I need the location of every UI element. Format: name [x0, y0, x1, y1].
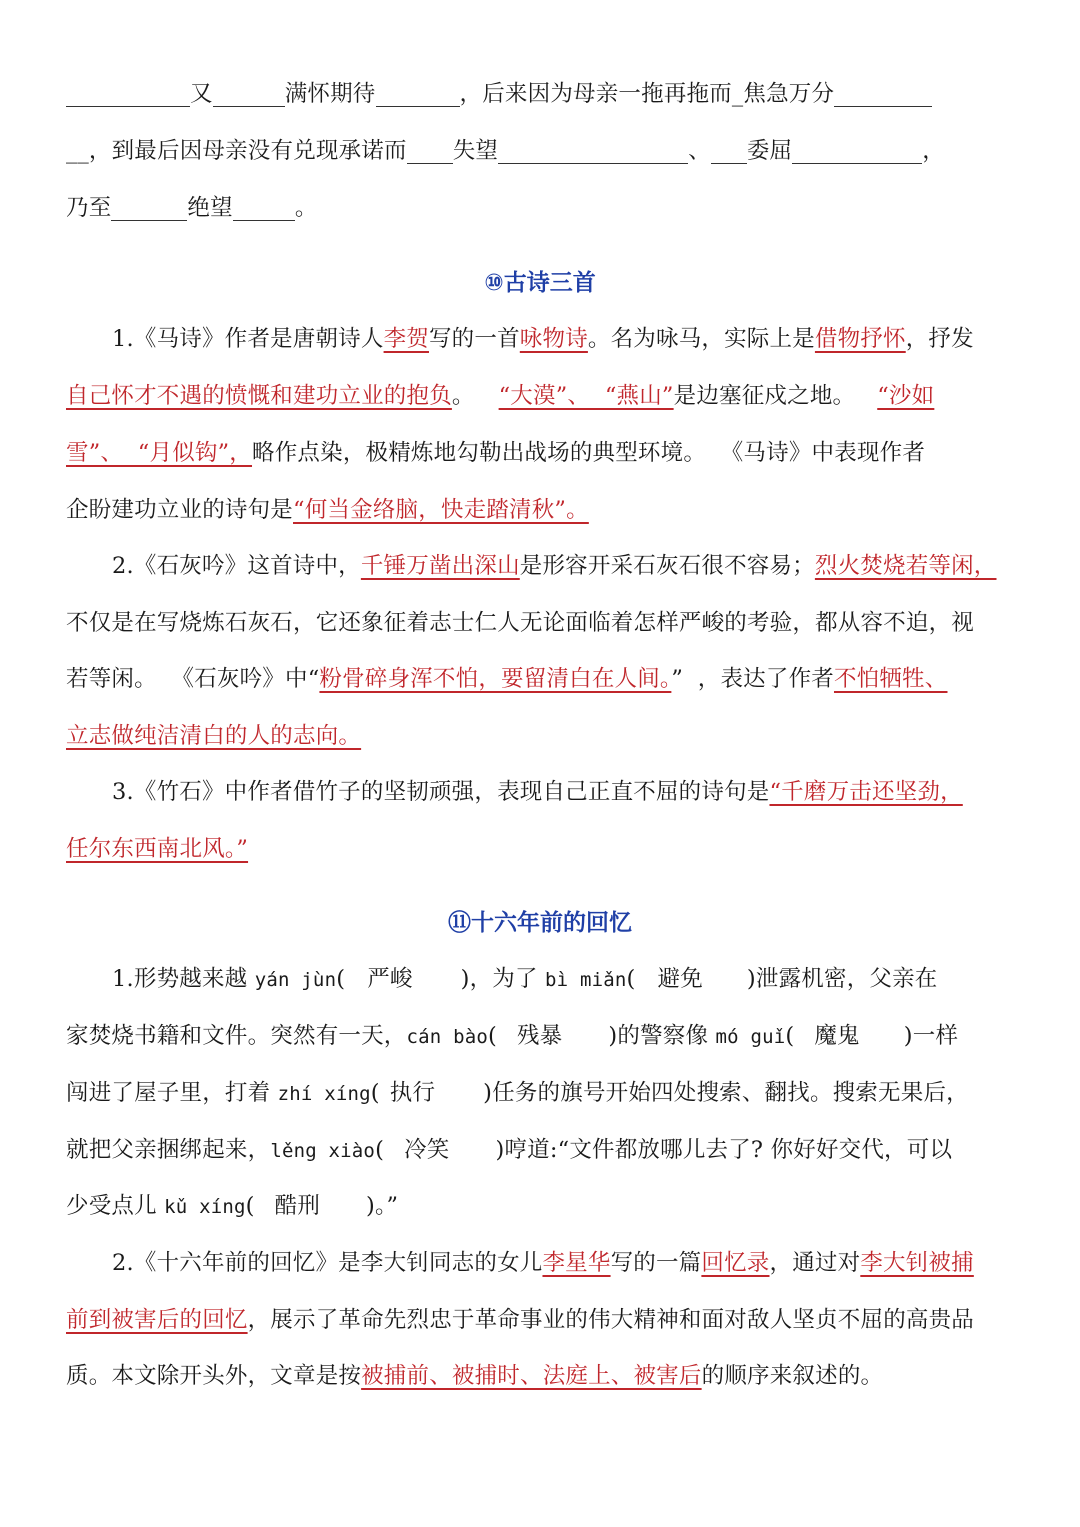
text: ( [370, 1080, 380, 1106]
text: 略作点染，极精炼地勾勒出战场的典型环境。 《马诗》中表现作者 [252, 440, 926, 466]
text: ( [336, 966, 346, 992]
answer-text: 被捕前、被捕时、法庭上、被害后 [361, 1363, 702, 1389]
text-line [66, 490, 1014, 530]
text: )一样 [903, 1023, 959, 1049]
text-line [66, 188, 1014, 228]
text-line [66, 659, 1014, 699]
blank-line [792, 137, 922, 164]
pinyin: cán bào [406, 1026, 488, 1048]
answer-text: 借物抒怀 [814, 326, 906, 352]
answer-text: 李贺 [383, 326, 429, 352]
answer-text: 执行 [389, 1080, 436, 1106]
text: )，为了 [460, 966, 546, 992]
text: ( [785, 1023, 795, 1049]
text-line [66, 376, 1014, 416]
text: ( [245, 1193, 255, 1219]
blank-line [407, 137, 453, 164]
text: 的顺序来叙述的。 [701, 1363, 884, 1389]
pinyin: bì miǎn [545, 969, 627, 991]
text: )任务的旗号开始四处搜索、翻找。搜索无果后， [483, 1080, 969, 1106]
blank-line [111, 194, 187, 221]
answer-text: 千锤万凿出深山 [360, 553, 520, 579]
answer-text: “何当金络脑，快走踏清秋”。 [293, 497, 589, 523]
text: 委屈 [746, 138, 793, 164]
text: 质。本文除开头外，文章是按 [66, 1363, 362, 1389]
section-title: ⑩古诗三首 [484, 270, 596, 296]
text: )的警察像 [608, 1023, 716, 1049]
text: 。 [294, 195, 318, 221]
text: __，到最后因母亲没有兑现承诺而 [66, 138, 407, 164]
answer-text: 咏物诗 [519, 326, 588, 352]
text: 失望 [452, 138, 499, 164]
text-line [66, 959, 1014, 999]
blank-line [376, 80, 460, 107]
text-line [66, 829, 1014, 869]
answer-text: 残暴 [516, 1023, 563, 1049]
text-line [66, 74, 1014, 114]
text-line [66, 1356, 1014, 1396]
text-line [66, 772, 1014, 812]
text-line [66, 716, 1014, 756]
answer-text: 冷笑 [404, 1137, 450, 1163]
text: )哼道:“文件都放哪儿去了? 你好好交代，可以 [495, 1137, 953, 1163]
text: 满怀期待 [284, 81, 376, 107]
text: ( [626, 966, 636, 992]
text-line [66, 603, 1014, 643]
text: 不仅是在写烧炼石灰石，它还象征着志士仁人无论面临着怎样严峻的考验，都从容不迫，视 [66, 610, 975, 636]
answer-text: 魔鬼 [814, 1023, 860, 1049]
text: 企盼建功立业的诗句是 [66, 497, 294, 523]
answer-text: 烈火焚烧若等闲， [814, 553, 997, 579]
text-line [66, 1016, 1014, 1056]
text-line [66, 1073, 1014, 1113]
text: ( [375, 1137, 385, 1163]
text: ，抒发 [905, 326, 974, 352]
pinyin: lěng xiào [270, 1140, 376, 1162]
text-line [66, 546, 1014, 586]
blank-line [66, 80, 190, 107]
answer-text: 不怕牺牲、 [833, 666, 948, 692]
text: 写的一篇 [610, 1250, 702, 1276]
blank-line [233, 194, 295, 221]
answer-text: “沙如 [877, 383, 935, 409]
pinyin: mó guǐ [715, 1026, 786, 1048]
text: 3.《竹石》中作者借竹子的坚韧顽强，表现自己正直不屈的诗句是 [112, 779, 770, 805]
answer-text: 立志做纯洁清白的人的志向。 [66, 723, 362, 749]
text: 就把父亲捆绑起来， [66, 1137, 271, 1163]
text: 若等闲。 《石灰吟》中“ [66, 666, 320, 692]
text: 1.《马诗》作者是唐朝诗人 [112, 326, 384, 352]
text-line [66, 1130, 1014, 1170]
answer-text: 严峻 [367, 966, 413, 992]
answer-text: 雪”、 “月似钩”， [66, 440, 253, 466]
text: 2.《十六年前的回忆》是李大钊同志的女儿 [112, 1250, 543, 1276]
text: 写的一首 [428, 326, 520, 352]
text-line [66, 1186, 1014, 1226]
text: )泄露机密，父亲在 [746, 966, 938, 992]
text-line [66, 1243, 1014, 1283]
text-line [66, 131, 1014, 171]
text: 少受点儿 [66, 1193, 165, 1219]
answer-text: 粉骨碎身浑不怕，要留清白在人间。 [319, 666, 672, 692]
text: 、 [688, 138, 711, 164]
section-title: ⑪十六年前的回忆 [448, 910, 632, 936]
text: 又 [190, 81, 213, 107]
text: ，展示了革命先烈忠于革命事业的伟大精神和面对敌人坚贞不屈的高贵品 [247, 1307, 975, 1333]
text: 1.形势越来越 [112, 966, 255, 992]
text: 家焚烧书籍和文件。突然有一天， [66, 1023, 407, 1049]
answer-text: “千磨万击还坚劲， [769, 779, 963, 805]
pinyin: kǔ xíng [164, 1196, 246, 1218]
answer-text: 酷刑 [274, 1193, 321, 1219]
text-line [66, 319, 1014, 359]
blank-line [498, 137, 688, 164]
text: 。 [451, 383, 475, 409]
answer-text: 前到被害后的回忆 [66, 1307, 248, 1333]
blank-line [711, 137, 747, 164]
text-line [66, 433, 1014, 473]
blank-line [834, 80, 932, 107]
answer-text: 回忆录 [701, 1250, 770, 1276]
text: 乃至 [66, 195, 112, 221]
pinyin: yán jùn [254, 969, 337, 991]
pinyin: zhí xíng [277, 1083, 371, 1105]
answer-text: 任尔东西南北风。” [66, 836, 249, 862]
text: ， [922, 138, 945, 164]
text: 绝望 [187, 195, 233, 221]
answer-text: 避免 [657, 966, 703, 992]
answer-text: 李大钊被捕 [860, 1250, 974, 1276]
text: ” ，表达了作者 [671, 666, 834, 692]
blank-line [213, 80, 285, 107]
text-line [66, 1300, 1014, 1340]
text: 闯进了屋子里，打着 [66, 1080, 278, 1106]
text: )。” [366, 1193, 399, 1219]
text: 是形容开采石灰石很不容易； [519, 553, 815, 579]
text: ( [488, 1023, 497, 1049]
answer-text: 自己怀才不遇的愤慨和建功立业的抱负 [66, 383, 452, 409]
text: ，后来因为母亲一拖再拖而_焦急万分 [459, 81, 835, 107]
text: 是边塞征戍之地。 [673, 383, 856, 409]
answer-text: 李星华 [542, 1250, 611, 1276]
text: ，通过对 [769, 1250, 861, 1276]
text: 2.《石灰吟》这首诗中， [112, 553, 361, 579]
answer-text: “大漠”、 “燕山” [498, 383, 674, 409]
text: 。名为咏马，实际上是 [587, 326, 815, 352]
